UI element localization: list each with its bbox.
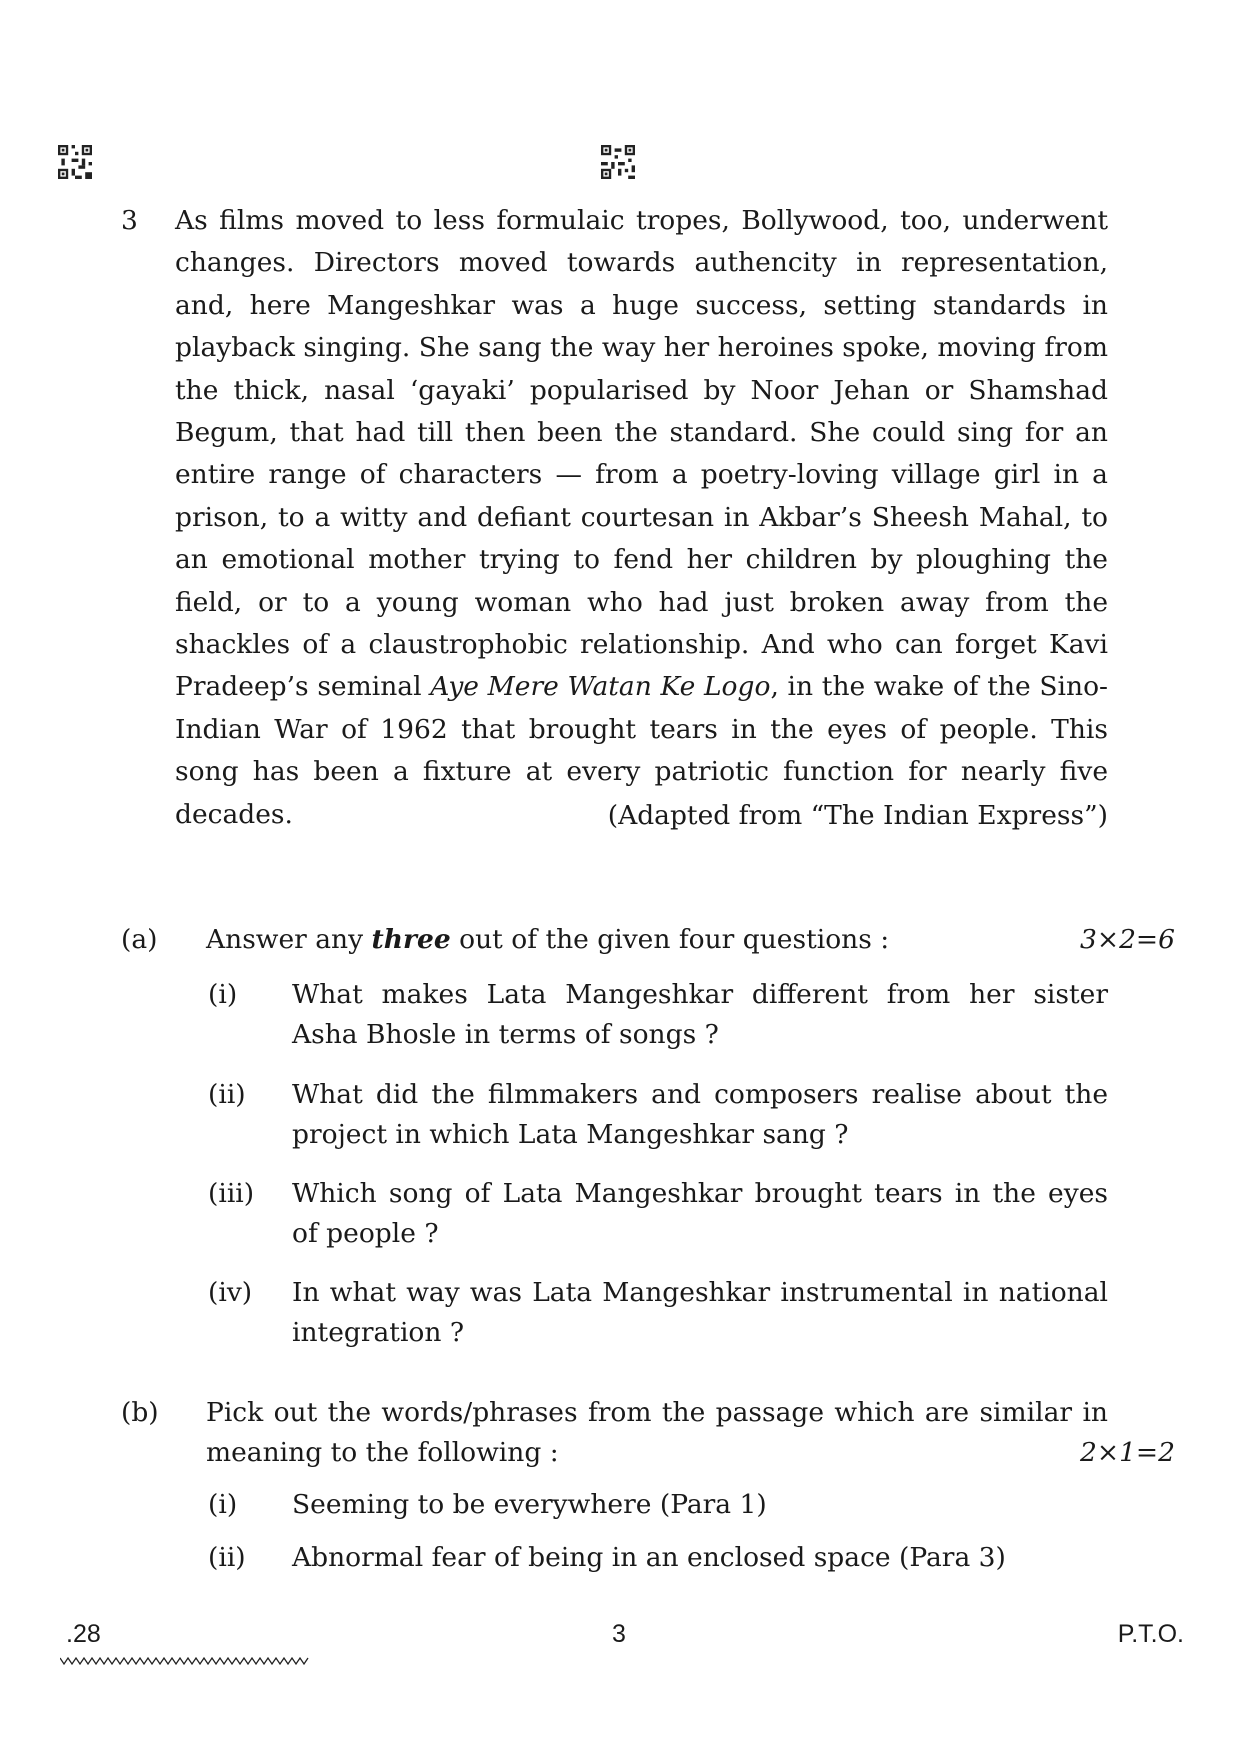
- part-b-instruction: Pick out the words/phrases from the passage which are similar in meaning to the following :: [206, 1397, 1108, 1468]
- passage-text-part: As films moved to less formulaic tropes, Bollywood, too, underwent changes. Directors moved towards authencity in representation, and, here Mangeshkar was a huge success, setting standards in playback singing. She sang the way her heroines spoke, moving from the thick, nasal ‘gayaki’ popularised by Noor Jehan or Shamshad Begum, that had till then been the standard. She could sing for an entire range of characters — from a poetry-loving village girl in a prison, to a witty and defiant courtesan in Akbar’s Sheesh Mahal, to an emotional mother trying to fend her children by ploughing the field, or to a young woman who had just broken away from the shackles of a claustrophobic relationship. And who can forget Kavi Pradeep’s seminal: [175, 205, 1108, 703]
- qr-code-icon: [58, 145, 92, 179]
- question-text: In what way was Lata Mangeshkar instrumental in national integration ?: [292, 1277, 1108, 1348]
- song-title: Aye Mere Watan Ke Logo: [430, 671, 771, 703]
- part-b-label: (b): [121, 1397, 159, 1428]
- question-text: Which song of Lata Mangeshkar brought tears in the eyes of people ?: [292, 1178, 1108, 1249]
- question-text: Seeming to be everywhere (Para 1): [292, 1489, 767, 1520]
- question-label: (ii): [208, 1079, 246, 1110]
- page-number: 3: [612, 1620, 626, 1648]
- passage-text: [175, 200, 1108, 836]
- source-citation: (Adapted from “The Indian Express”): [607, 800, 1108, 831]
- question-text: Abnormal fear of being in an enclosed space (Para 3): [292, 1542, 1006, 1573]
- question-label: (i): [208, 979, 238, 1010]
- question-label: (iii): [208, 1178, 255, 1209]
- squiggle-line-icon: [60, 1655, 310, 1667]
- question-label: (ii): [208, 1542, 246, 1573]
- question-label: (i): [208, 1489, 238, 1520]
- part-b-marks: 2×1=2: [1080, 1437, 1175, 1468]
- qr-code-icon: [601, 145, 635, 179]
- part-a-marks: 3×2=6: [1080, 924, 1175, 955]
- paper-code: .28: [66, 1620, 101, 1648]
- question-text: What did the filmmakers and composers realise about the project in which Lata Mangeshkar sang ?: [292, 1079, 1108, 1150]
- pto-label: P.T.O.: [1117, 1620, 1184, 1648]
- question-label: (iv): [208, 1277, 253, 1308]
- question-text: What makes Lata Mangeshkar different from her sister Asha Bhosle in terms of songs ?: [292, 979, 1108, 1050]
- passage-text-part: , in the wake of the Sino-Indian War of 1962 that brought tears in the eyes of people. This song has been a fixture at every patriotic function for nearly five decades.: [175, 671, 1108, 830]
- part-a-label: (a): [121, 924, 158, 955]
- part-a-instruction: [206, 920, 889, 960]
- instruction-text: out of the given four questions :: [450, 924, 890, 955]
- instruction-emphasis: three: [371, 924, 451, 955]
- question-number: 3: [121, 205, 138, 236]
- instruction-text: Answer any: [206, 924, 372, 955]
